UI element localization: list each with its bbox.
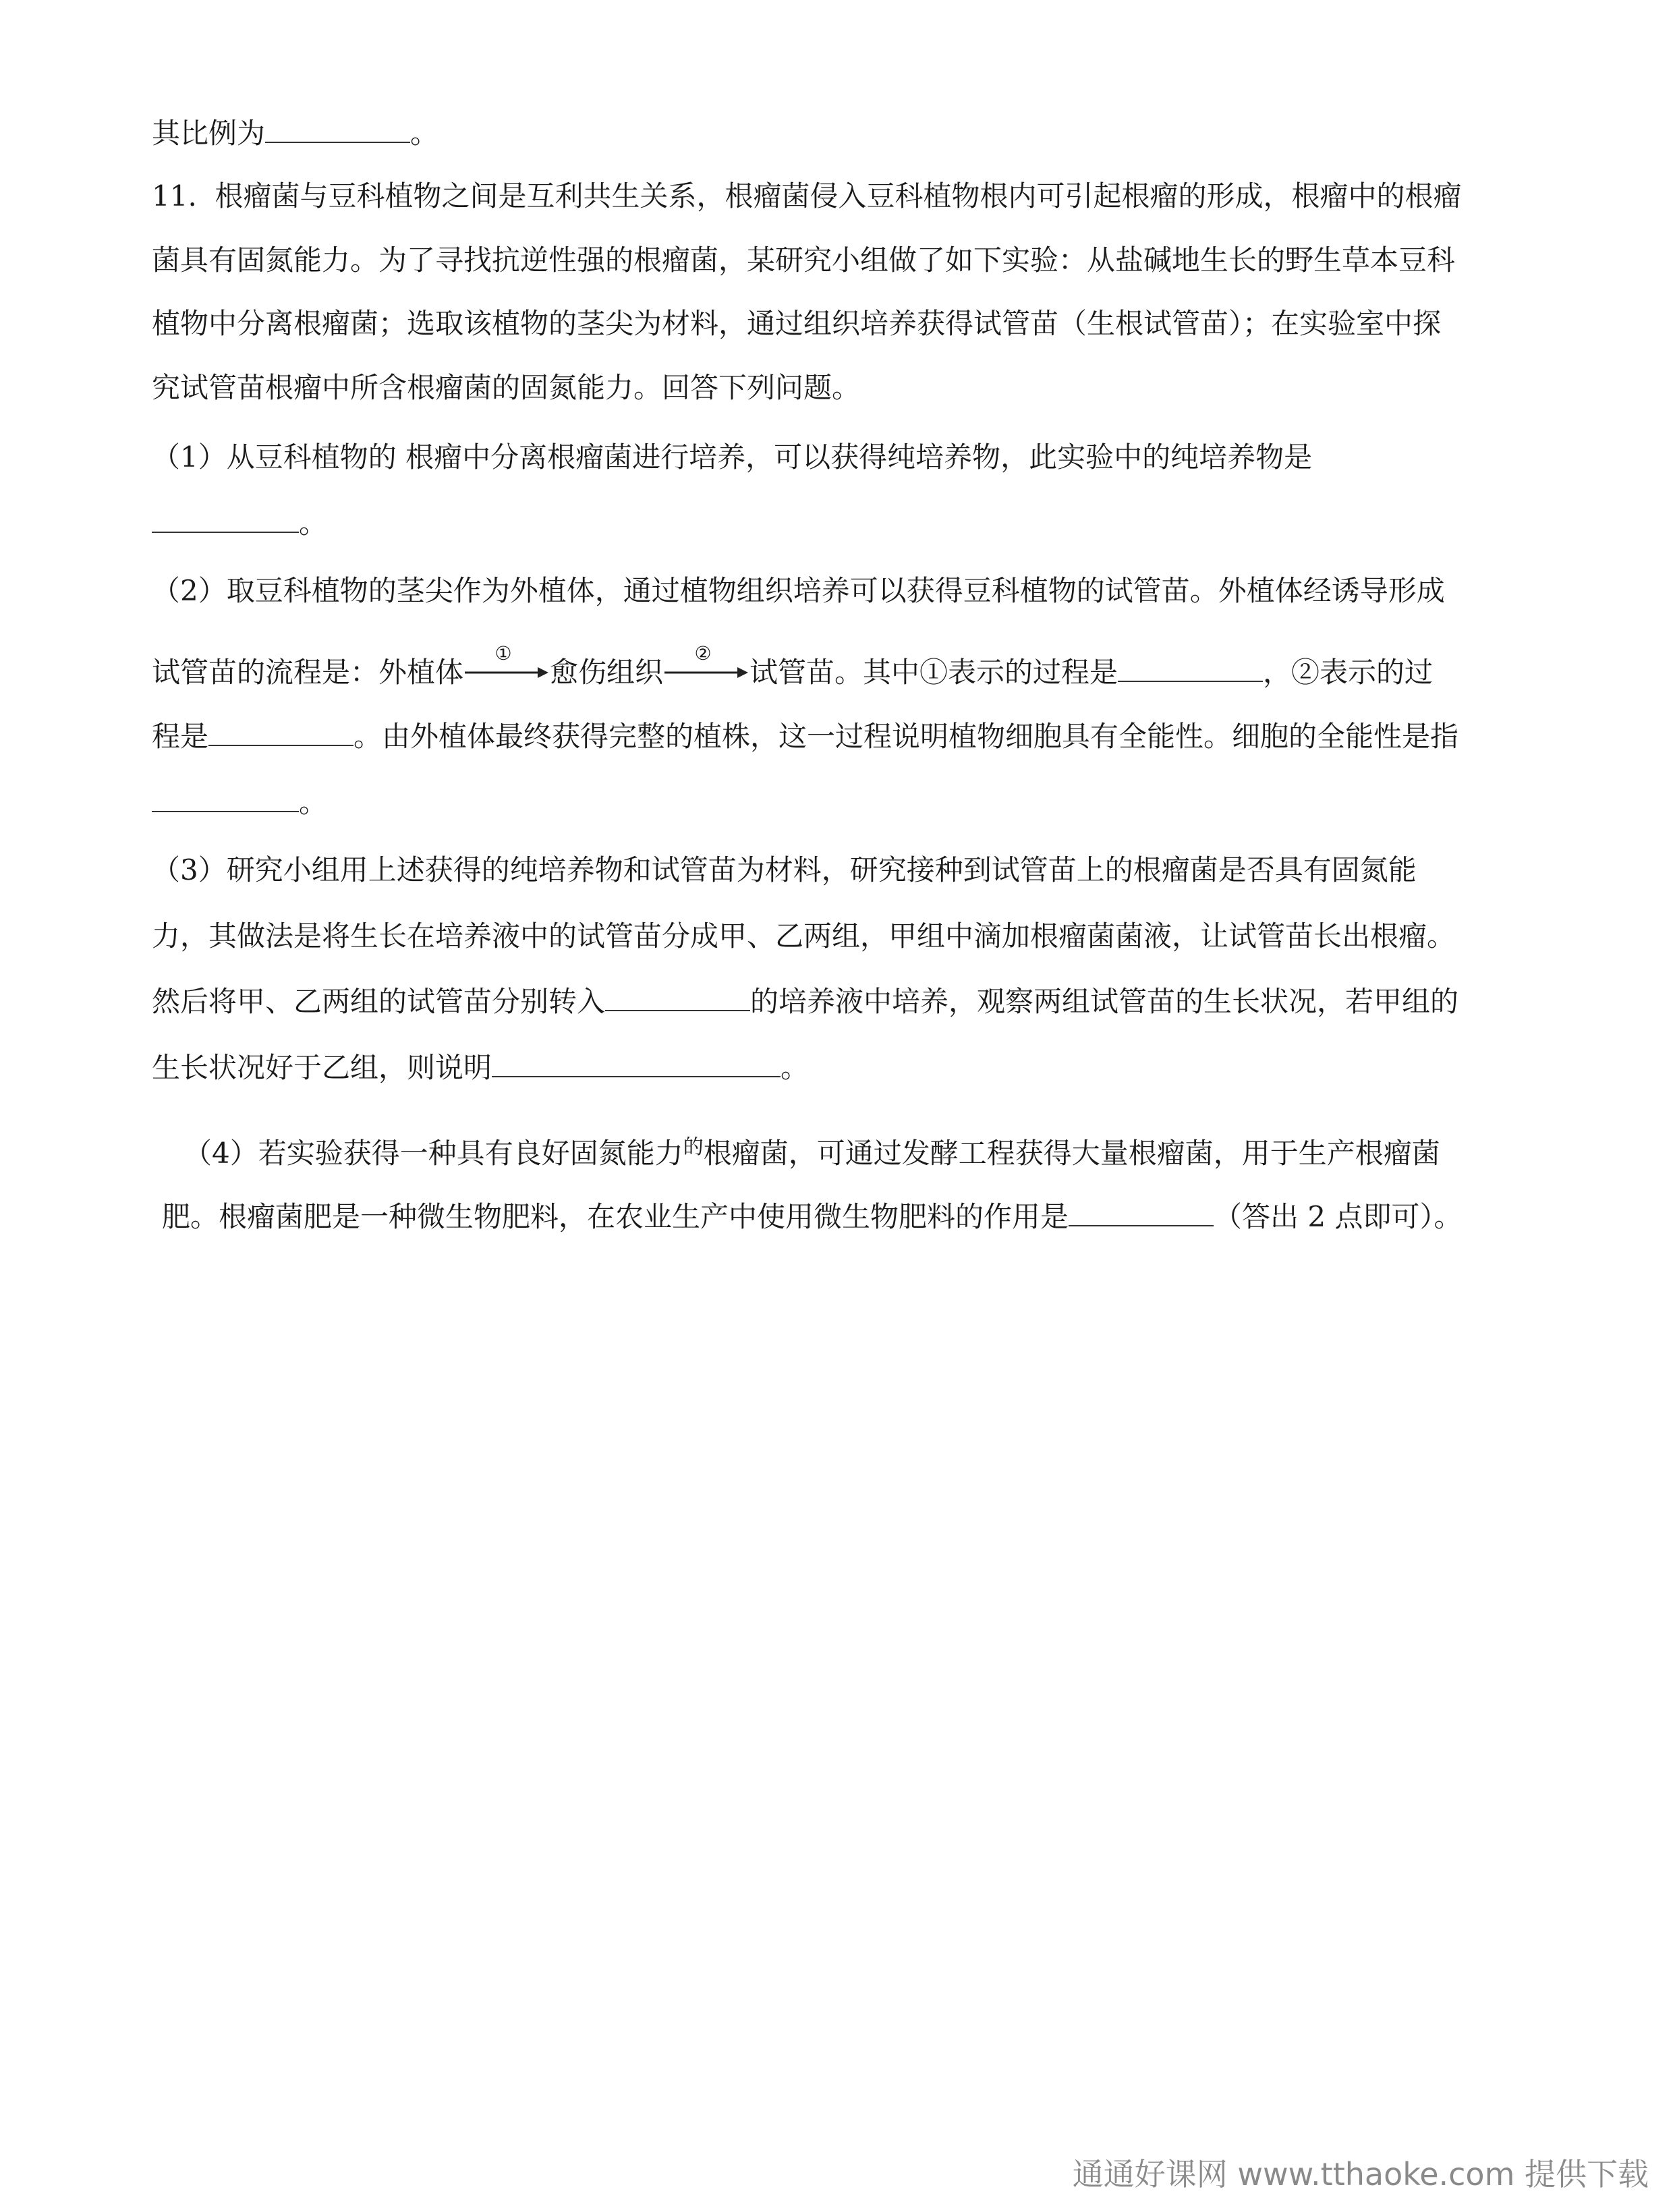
process-arrow-1: ① — [463, 644, 550, 682]
part-3-line-1: （3）研究小组用上述获得的纯培养物和试管苗为材料，研究接种到试管苗上的根瘤菌是否具有固氮能 — [152, 853, 1417, 886]
part-3-line-4: 生长状况好于乙组，则说明 。 — [152, 1051, 810, 1084]
answer-blank[interactable] — [152, 787, 299, 812]
right-arrow-icon — [463, 644, 550, 682]
part-1-line-2: 。 — [152, 505, 327, 542]
part-2-line-2: 试管苗的流程是：外植体 ① 愈伤组织 ② 试管苗。其中①表示的过程是 ，②表示的过 — [152, 642, 1434, 689]
line-ratio: 其比例为 。 — [152, 117, 439, 150]
part-4-line-1: （4）若实验获得一种具有良好固氮能力$^的$根瘤菌，可通过发酵工程获得大量根瘤菌，用于生产根瘤菌 — [183, 1135, 1440, 1170]
question-11-intro-line-4: 究试管苗根瘤中所含根瘤菌的固氮能力。回答下列问题。 — [152, 371, 861, 404]
answer-blank[interactable] — [1118, 656, 1263, 682]
process-arrow-2: ② — [663, 644, 749, 682]
answer-blank[interactable] — [1069, 1201, 1214, 1226]
question-11-intro-line-1: 11. 根瘤菌与豆科植物之间是互利共生关系，根瘤菌侵入豆科植物根内可引起根瘤的形成，根瘤中的根瘤 — [152, 179, 1462, 212]
question-11-intro-line-2: 菌具有固氮能力。为了寻找抗逆性强的根瘤菌，某研究小组做了如下实验：从盐碱地生长的野生草本豆科 — [152, 244, 1456, 277]
part-3-line-3: 然后将甲、乙两组的试管苗分别转入 的培养液中培养，观察两组试管苗的生长状况，若甲组的 — [152, 985, 1459, 1018]
footer-watermark: 通通好课网 www.tthaoke.com 提供下载 — [1072, 2156, 1649, 2192]
part-2-line-1: （2）取豆科植物的茎尖作为外植体，通过植物组织培养可以获得豆科植物的试管苗。外植体经诱导形成 — [152, 574, 1445, 607]
part-1-line-1: （1）从豆科植物的 根瘤中分离根瘤菌进行培养，可以获得纯培养物，此实验中的纯培养物是 — [152, 441, 1313, 474]
part-2-line-3: 程是 。由外植体最终获得完整的植株，这一过程说明植物细胞具有全能性。细胞的全能性是指 — [152, 720, 1459, 753]
part-2-line-4: 。 — [152, 784, 327, 822]
answer-blank[interactable] — [208, 720, 353, 746]
part-3-line-2: 力，其做法是将生长在培养液中的试管苗分成甲、乙两组，甲组中滴加根瘤菌菌液，让试管苗长出根瘤。 — [152, 919, 1456, 953]
answer-blank[interactable] — [492, 1052, 781, 1077]
question-number: 11. — [152, 179, 197, 212]
answer-blank[interactable] — [265, 117, 410, 143]
part-4-line-2: 肥。根瘤菌肥是一种微生物肥料，在农业生产中使用微生物肥料的作用是 （答出 2 点即可）。 — [162, 1200, 1463, 1233]
right-arrow-icon — [663, 644, 749, 682]
answer-blank[interactable] — [605, 986, 750, 1011]
question-11-intro-line-3: 植物中分离根瘤菌；选取该植物的茎尖为材料，通过组织培养获得试管苗（生根试管苗）；在实验室中探 — [152, 307, 1442, 340]
answer-blank[interactable] — [152, 507, 299, 533]
